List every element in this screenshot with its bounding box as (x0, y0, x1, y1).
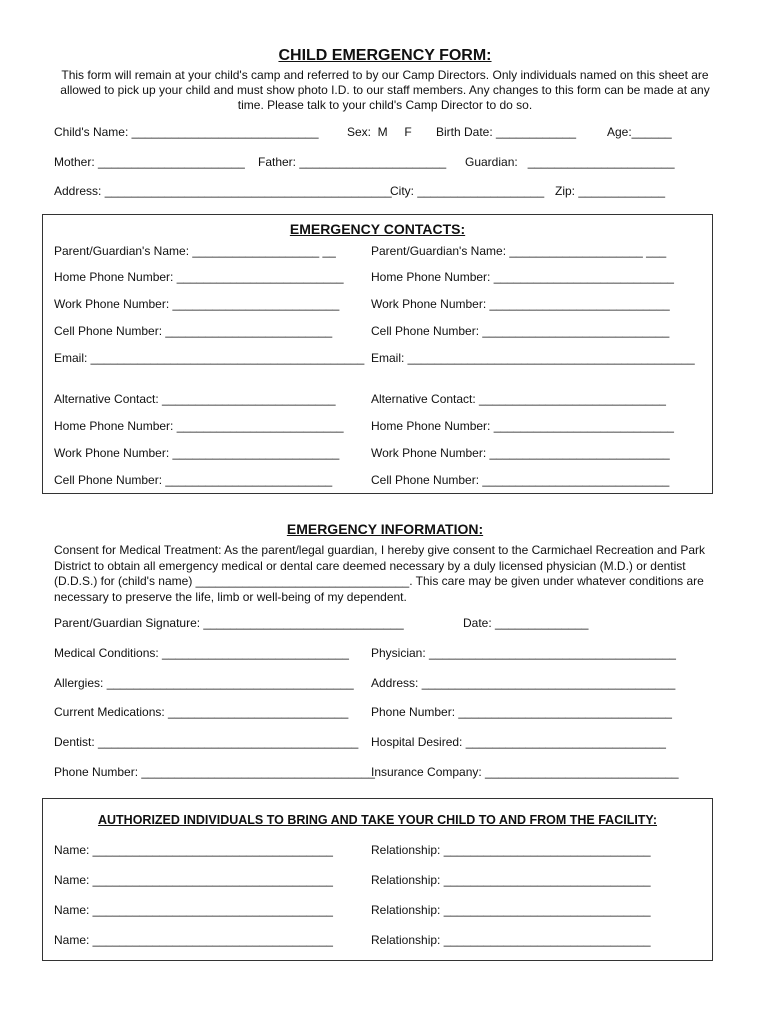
zip-field[interactable]: Zip: _____________ (555, 184, 666, 198)
medical-conditions-field[interactable]: Medical Conditions: ____________________________ (54, 646, 349, 660)
contact2-cell-phone-field[interactable]: Cell Phone Number: ____________________________ (371, 324, 670, 338)
contact1-work-phone-field[interactable]: Work Phone Number: _________________________ (54, 297, 340, 311)
authorized-relationship-field[interactable]: Relationship: _______________________________ (371, 873, 651, 887)
contact1-email-field[interactable]: Email: _________________________________________ (54, 351, 365, 365)
authorized-relationship-field[interactable]: Relationship: _______________________________ (371, 843, 651, 857)
alt1-contact-field[interactable]: Alternative Contact: __________________________ (54, 392, 336, 406)
insurance-company-field[interactable]: Insurance Company: _____________________________ (371, 765, 679, 779)
authorized-name-field[interactable]: Name: ____________________________________ (54, 933, 333, 947)
medical-consent-text: Consent for Medical Treatment: As the parent/legal guardian, I hereby give consent to the Carmichael Recreation and Park District to obtain all emergency medical or dental care deemed necessary by a duly licensed physician (M.D.) or dentist (D.D.S.) for (child's name) ________________________________. This care may be given under whatever conditions are necessary to preserve the life, limb or well-being of my dependent. (54, 543, 706, 604)
contact1-home-phone-field[interactable]: Home Phone Number: _________________________ (54, 270, 344, 284)
authorized-relationship-field[interactable]: Relationship: _______________________________ (371, 903, 651, 917)
authorized-name-field[interactable]: Name: ____________________________________ (54, 843, 333, 857)
alt1-cell-phone-field[interactable]: Cell Phone Number: _________________________ (54, 473, 333, 487)
alt2-contact-field[interactable]: Alternative Contact: ____________________________ (371, 392, 666, 406)
alt1-home-phone-field[interactable]: Home Phone Number: _________________________ (54, 419, 344, 433)
guardian-field[interactable]: Guardian: ______________________ (465, 155, 675, 169)
contact2-work-phone-field[interactable]: Work Phone Number: ___________________________ (371, 297, 670, 311)
date-field[interactable]: Date: ______________ (463, 616, 589, 630)
authorized-relationship-field[interactable]: Relationship: _______________________________ (371, 933, 651, 947)
contact2-email-field[interactable]: Email: ___________________________________________ (371, 351, 695, 365)
authorized-name-field[interactable]: Name: ____________________________________ (54, 903, 333, 917)
contact2-home-phone-field[interactable]: Home Phone Number: ___________________________ (371, 270, 674, 284)
physician-address-field[interactable]: Address: ______________________________________ (371, 676, 676, 690)
physician-field[interactable]: Physician: _____________________________________ (371, 646, 676, 660)
physician-phone-field[interactable]: Phone Number: ________________________________ (371, 705, 672, 719)
contact1-parent-field[interactable]: Parent/Guardian's Name: ___________________ __ (54, 244, 336, 258)
address-field[interactable]: Address: ___________________________________________ (54, 184, 392, 198)
signature-field[interactable]: Parent/Guardian Signature: ______________________________ (54, 616, 404, 630)
city-field[interactable]: City: ___________________ (390, 184, 545, 198)
current-medications-field[interactable]: Current Medications: ___________________________ (54, 705, 349, 719)
emergency-info-heading: EMERGENCY INFORMATION: (286, 521, 484, 537)
father-field[interactable]: Father: ______________________ (258, 155, 447, 169)
contact2-parent-field[interactable]: Parent/Guardian's Name: ____________________ ___ (371, 244, 667, 258)
allergies-field[interactable]: Allergies: _____________________________________ (54, 676, 354, 690)
dentist-field[interactable]: Dentist: _______________________________________ (54, 735, 359, 749)
age-field[interactable]: Age:______ (607, 125, 672, 139)
childs-name-field[interactable]: Child's Name: ____________________________ (54, 125, 319, 139)
authorized-name-field[interactable]: Name: ____________________________________ (54, 873, 333, 887)
alt1-work-phone-field[interactable]: Work Phone Number: _________________________ (54, 446, 340, 460)
alt2-cell-phone-field[interactable]: Cell Phone Number: ____________________________ (371, 473, 670, 487)
dentist-phone-field[interactable]: Phone Number: ___________________________________ (54, 765, 375, 779)
alt2-home-phone-field[interactable]: Home Phone Number: ___________________________ (371, 419, 674, 433)
form-title: CHILD EMERGENCY FORM: (278, 47, 492, 64)
birth-date-field[interactable]: Birth Date: ____________ (436, 125, 577, 139)
contact1-cell-phone-field[interactable]: Cell Phone Number: _________________________ (54, 324, 333, 338)
authorized-heading: AUTHORIZED INDIVIDUALS TO BRING AND TAKE YOUR CHILD TO AND FROM THE FACILITY: (97, 813, 658, 827)
alt2-work-phone-field[interactable]: Work Phone Number: ___________________________ (371, 446, 670, 460)
hospital-desired-field[interactable]: Hospital Desired: ______________________________ (371, 735, 666, 749)
intro-text: This form will remain at your child's camp and referred to by our Camp Directors. Only individuals named on this sheet are allowed to pick up your child and must show photo I.D. to our staff members. Any changes to this form can be made at any time. Please talk to your child's Camp Director to do so. (60, 68, 710, 112)
mother-field[interactable]: Mother: ______________________ (54, 155, 245, 169)
sex-field[interactable]: Sex: M F (347, 125, 412, 139)
emergency-contacts-heading: EMERGENCY CONTACTS: (289, 221, 466, 237)
